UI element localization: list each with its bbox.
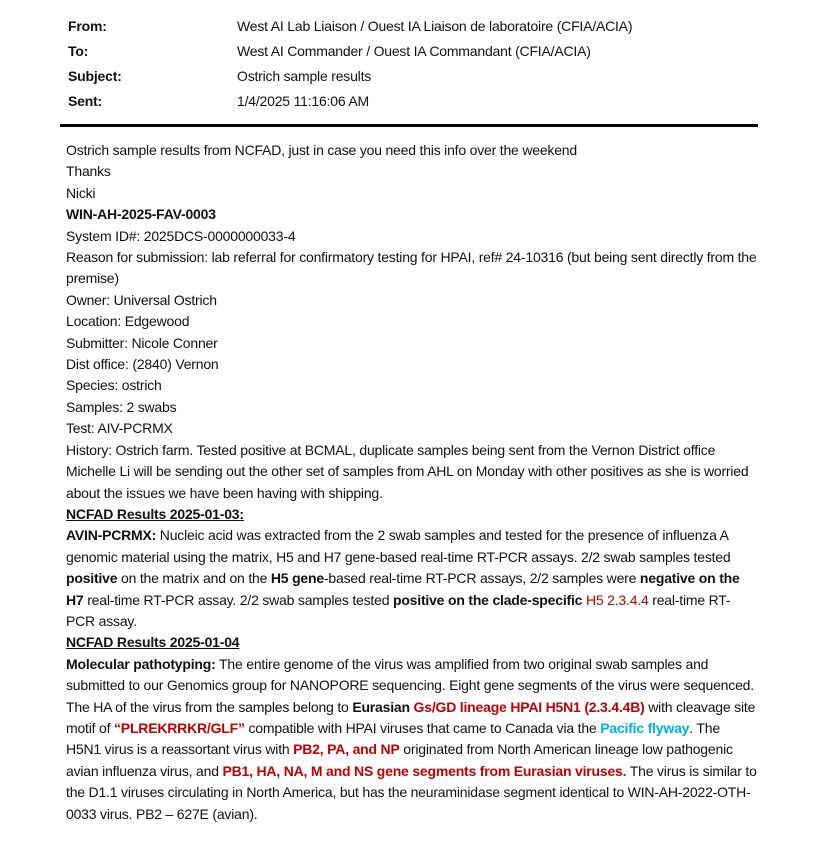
text-segment: “PLREKRRKR/GLF” <box>114 719 245 736</box>
text-segment: Owner: Universal Ostrich <box>66 291 217 308</box>
header-field-row <box>68 64 757 89</box>
text-segment: H5 gene <box>270 570 324 587</box>
email-body <box>66 140 761 825</box>
text-segment: real-time RT-PCR assay. <box>66 591 731 629</box>
text-segment: PB2, PA, and NP <box>293 741 400 758</box>
header-field-value: West AI Lab Liaison / Ouest IA Liaison de laboratoire (CFIA/ACIA) <box>237 18 633 34</box>
text-segment: Molecular pathotyping: <box>66 655 216 672</box>
text-segment: Eurasian <box>352 698 414 715</box>
text-segment: PB1, HA, NA, M and NS gene segments from Eurasian viruses. <box>222 762 627 779</box>
body-paragraph <box>66 375 757 396</box>
text-segment: Gs/GD lineage HPAI H5N1 (2.3.4.4B) <box>413 698 645 715</box>
text-segment: Samples: 2 swabs <box>66 398 177 415</box>
header-field-label: From: <box>68 18 107 34</box>
text-segment: with cleavage site motif of <box>66 698 759 736</box>
body-paragraph <box>66 354 757 375</box>
body-paragraph <box>66 204 757 225</box>
header-field-value: West AI Commander / Ouest IA Commandant (CFIA/ACIA) <box>237 43 591 59</box>
text-segment: -based real-time RT-PCR assays, 2/2 samples were <box>323 570 640 587</box>
body-paragraph <box>66 504 757 525</box>
header-field-value: 1/4/2025 11:16:06 AM <box>237 93 369 109</box>
header-field-label: Sent: <box>68 93 103 109</box>
body-paragraph <box>66 333 757 354</box>
text-segment: NCFAD Results 2025-01-04 <box>66 634 240 651</box>
header-field-row <box>68 14 757 39</box>
text-segment: Location: Edgewood <box>66 313 190 330</box>
body-paragraph <box>66 226 757 247</box>
header-field-label: Subject: <box>68 68 122 84</box>
text-segment: . The H5N1 virus is a reassortant virus with <box>66 719 724 758</box>
body-paragraph <box>66 311 757 332</box>
header-field-value: Ostrich sample results <box>237 68 372 84</box>
text-segment: History: Ostrich farm. Tested positive at BCMAL, duplicate samples being sent from the Vernon District office Michelle Li will be sending out the other set of samples from AHL on Monday with other positives as she is worried about the issues we have been having with shipping. <box>66 441 753 501</box>
text-segment: H5 2.3.4.4 <box>585 591 649 608</box>
text-segment: The virus is similar to the D1.1 viruses circulating in North America, but has the neuraminidase segment identical to WIN-AH-2022-OTH-0033 virus. PB2 – 627E (avian). <box>66 762 761 822</box>
header-field-label: To: <box>68 43 89 59</box>
text-segment: AVIN-PCRMX: <box>66 527 157 544</box>
body-paragraph <box>66 654 761 825</box>
text-segment: Ostrich sample results from NCFAD, just in case you need this info over the weekend <box>66 142 577 158</box>
text-segment: positive <box>66 570 118 587</box>
text-segment: The entire genome of the virus was amplified from two original swab samples and submitted to our Genomics group for NANOPORE sequencing. Eight gene segments of the virus were sequenced. The HA of the virus from the samples belong to <box>66 655 758 715</box>
email-header <box>66 14 757 114</box>
text-segment: Nucleic acid was extracted from the 2 swab samples and tested for the presence of influenza A genomic material using the matrix, H5 and H7 gene-based real-time RT-PCR assays. 2/2 swab samples tested <box>66 527 735 565</box>
body-paragraph <box>66 140 757 161</box>
text-segment: positive on the clade-specific <box>392 591 583 608</box>
body-paragraph <box>66 440 757 504</box>
text-segment: Test: AIV-PCRMX <box>66 420 173 437</box>
header-field-row <box>68 39 757 64</box>
text-segment: WIN-AH-2025-FAV-0003 <box>66 206 216 223</box>
text-segment: originated from North American lineage low pathogenic avian influenza virus, and <box>66 741 737 779</box>
text-segment: Pacific flyway <box>600 719 690 736</box>
text-segment: compatible with HPAI viruses that came to Canada via the <box>244 719 601 736</box>
header-field-row <box>68 89 757 114</box>
text-segment: NCFAD Results 2025-01-03: <box>66 505 244 522</box>
body-paragraph <box>66 418 757 439</box>
body-paragraph <box>66 247 761 290</box>
text-segment: Reason for submission: lab referral for confirmatory testing for HPAI, ref# 24-10316 (but being sent directly from the premise) <box>66 249 761 287</box>
text-segment: on the matrix and on the <box>117 570 271 587</box>
text-segment: System ID#: 2025DCS-0000000033-4 <box>66 227 296 244</box>
text-segment: Species: ostrich <box>66 377 162 394</box>
body-paragraph <box>66 632 757 653</box>
body-paragraph <box>66 161 757 182</box>
body-paragraph <box>66 397 757 418</box>
text-segment: negative on the H7 <box>66 570 744 608</box>
body-paragraph <box>66 525 757 632</box>
body-paragraph <box>66 183 757 204</box>
header-divider <box>60 124 758 127</box>
text-segment: real-time RT-PCR assay. 2/2 swab samples tested <box>83 591 393 608</box>
text-segment: Thanks <box>66 163 111 180</box>
text-segment: Dist office: (2840) Vernon <box>66 356 219 373</box>
text-segment: Nicki <box>66 184 96 201</box>
body-paragraph <box>66 290 757 311</box>
text-segment: Submitter: Nicole Conner <box>66 334 218 351</box>
